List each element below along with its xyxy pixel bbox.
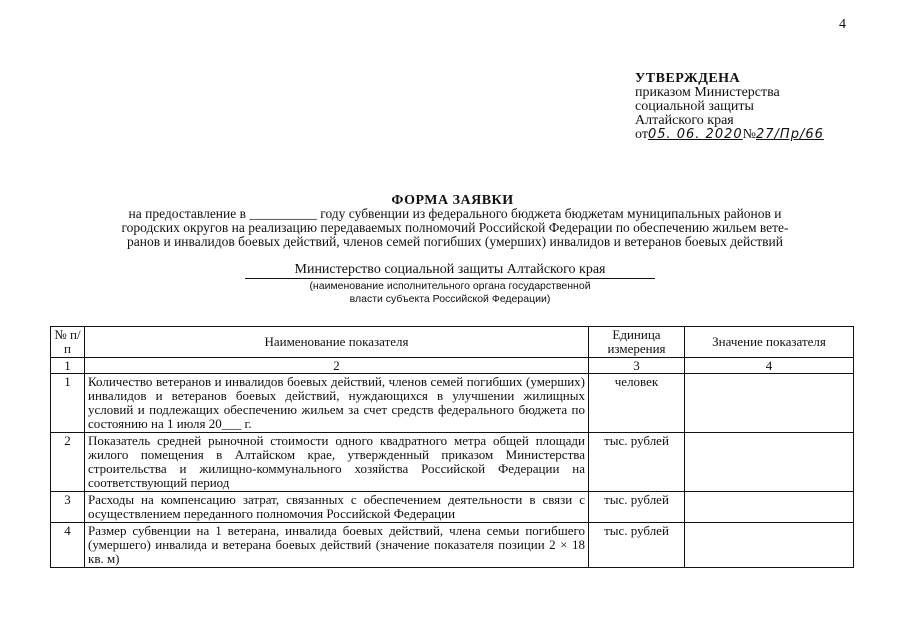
row-unit: тыс. рублей <box>589 433 685 492</box>
row-name: Показатель средней рыночной стоимости одного квадратного метра общей площади жилого помещения в Алтайском крае, утвержденный приказом Министерства строительства и жилищно-коммунального хозяйства Российской Федерации на соответствующий период <box>85 433 589 492</box>
approval-line: Алтайского края <box>635 113 734 128</box>
table-header-row <box>51 327 854 358</box>
row-value[interactable] <box>685 492 854 523</box>
purpose-line: городских округов на реализацию передаваемых полномочий Российской Федерации по обеспечению жильем вете- <box>121 220 789 235</box>
ministry-name: Министерство социальной защиты Алтайского края <box>245 262 655 279</box>
note-line: власти субъекта Российской Федерации) <box>349 293 551 305</box>
approval-line: социальной защиты <box>635 99 754 114</box>
row-name: Размер субвенции на 1 ветерана, инвалида боевых действий, члена семьи погибшего (умершего) инвалида и ветерана боевых действий (значение показателя позиции 2 × 18 кв. м) <box>85 523 589 568</box>
row-value[interactable] <box>685 523 854 568</box>
indicators-table <box>50 326 854 568</box>
purpose-line: на предоставление в __________ году субвенции из федерального бюджета бюджетам муниципальных районов и <box>128 206 782 221</box>
note-line: (наименование исполнительного органа государственной <box>309 280 591 292</box>
handwritten-number: 27/Пр/66 <box>756 127 824 142</box>
table-row <box>51 374 854 433</box>
row-num: 3 <box>51 492 85 523</box>
row-num: 2 <box>51 433 85 492</box>
ministry-note <box>245 280 655 306</box>
page-number: 4 <box>839 17 846 32</box>
row-unit: тыс. рублей <box>589 523 685 568</box>
approval-date-number <box>635 128 824 142</box>
approval-heading: УТВЕРЖДЕНА <box>635 71 741 86</box>
header-num: № п/п <box>51 327 85 358</box>
header-name: Наименование показателя <box>85 327 589 358</box>
row-unit: тыс. рублей <box>589 492 685 523</box>
table-row <box>51 433 854 492</box>
handwritten-date: 05. 06. 2020 <box>647 127 743 142</box>
date-prefix: от <box>635 127 648 142</box>
row-value[interactable] <box>685 433 854 492</box>
form-title: ФОРМА ЗАЯВКИ <box>391 193 514 208</box>
row-value[interactable] <box>685 374 854 433</box>
header-unit: Единица измерения <box>589 327 685 358</box>
number-prefix: № <box>742 127 756 142</box>
header-value: Значение показателя <box>685 327 854 358</box>
column-number: 2 <box>85 358 589 374</box>
purpose-line: ранов и инвалидов боевых действий, членов семей погибших (умерших) инвалидов и ветеранов боевых действий <box>127 234 783 249</box>
table-row <box>51 523 854 568</box>
approval-line: приказом Министерства <box>635 85 780 100</box>
row-num: 1 <box>51 374 85 433</box>
row-name: Количество ветеранов и инвалидов боевых действий, членов семей погибших (умерших) инвалидов и ветеранов боевых действий, нуждающихся в улучшении жилищных условий и подлежащих обеспечению жильем за счет средств федерального бюджета по состоянию на 1 июля 20___ г. <box>85 374 589 433</box>
form-purpose <box>95 207 815 249</box>
column-number: 1 <box>51 358 85 374</box>
row-name: Расходы на компенсацию затрат, связанных с обеспечением деятельности в связи с осуществлением переданного полномочия Российской Федерации <box>85 492 589 523</box>
row-unit: человек <box>589 374 685 433</box>
table-row <box>51 492 854 523</box>
approval-stamp <box>635 72 824 142</box>
row-num: 4 <box>51 523 85 568</box>
column-number: 3 <box>589 358 685 374</box>
column-number-row <box>51 358 854 374</box>
column-number: 4 <box>685 358 854 374</box>
